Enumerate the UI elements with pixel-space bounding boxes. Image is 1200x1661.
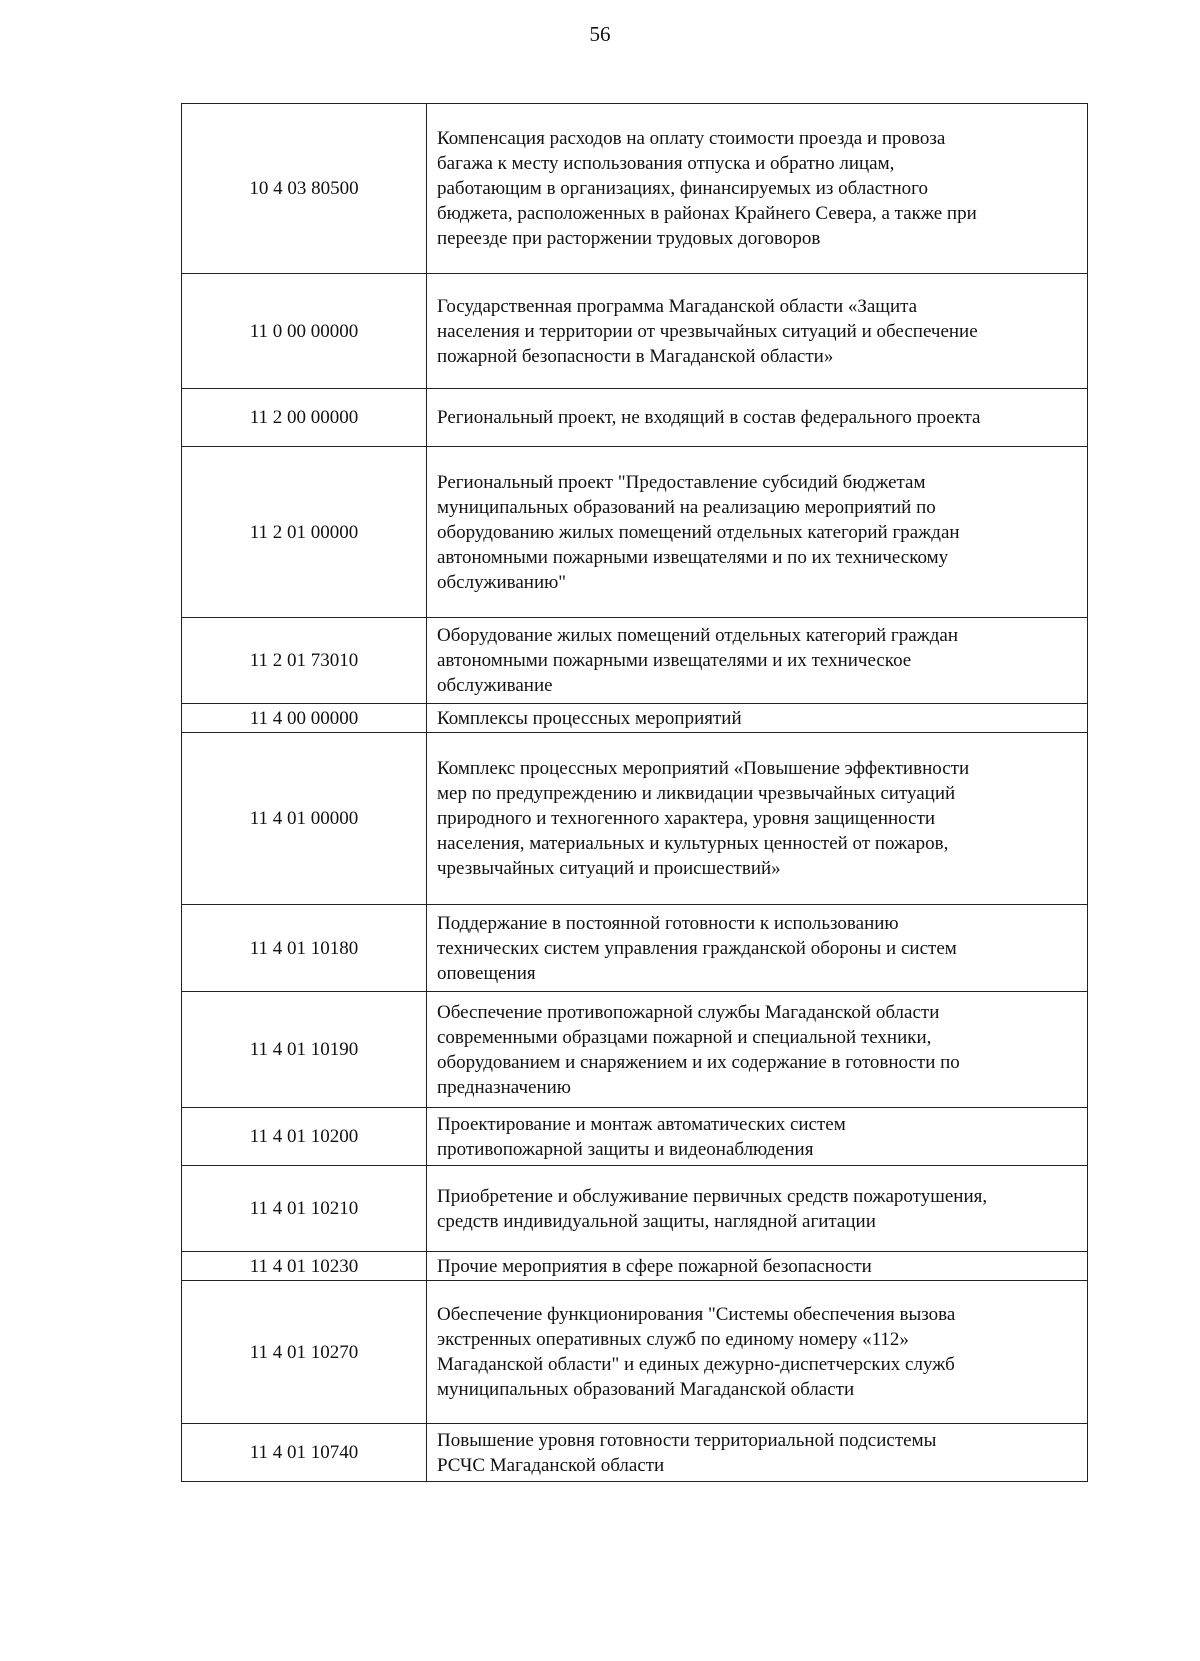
table-row xyxy=(182,1252,1088,1281)
description-line: Обеспечение противопожарной службы Магаданской области xyxy=(437,1001,940,1023)
budget-code-cell: 11 4 01 10210 xyxy=(182,1166,427,1252)
budget-classification-table xyxy=(181,103,1088,1482)
description-cell xyxy=(427,618,1088,704)
description-line: бюджета, расположенных в районах Крайнего Севера, а также при xyxy=(437,203,977,224)
description-line: чрезвычайных ситуаций и происшествий» xyxy=(437,858,781,879)
description-line: населения, материальных и культурных ценностей от пожаров, xyxy=(437,833,949,854)
budget-code-cell: 11 2 01 73010 xyxy=(182,618,427,704)
description-line: переезде при расторжении трудовых договоров xyxy=(437,228,821,249)
table-row xyxy=(182,905,1088,992)
description-line: работающим в организациях, финансируемых из областного xyxy=(437,178,928,199)
description-line: Прочие мероприятия в сфере пожарной безопасности xyxy=(437,1255,872,1277)
description-line: РСЧС Магаданской области xyxy=(437,1454,665,1476)
description-cell xyxy=(427,104,1088,274)
budget-code-cell: 11 0 00 00000 xyxy=(182,274,427,389)
table-row xyxy=(182,992,1088,1108)
description-line: средств индивидуальной защиты, наглядной агитации xyxy=(437,1210,876,1232)
description-cell xyxy=(427,992,1088,1108)
table-row xyxy=(182,618,1088,704)
description-line: Комплексы процессных мероприятий xyxy=(437,707,742,729)
table-body xyxy=(182,104,1088,1482)
description-cell xyxy=(427,1166,1088,1252)
description-line: муниципальных образований Магаданской области xyxy=(437,1379,855,1400)
description-cell xyxy=(427,704,1088,733)
description-cell xyxy=(427,1281,1088,1424)
description-line: Проектирование и монтаж автоматических систем xyxy=(437,1113,846,1135)
description-line: оборудованию жилых помещений отдельных категорий граждан xyxy=(437,521,960,543)
description-line: оборудованием и снаряжением и их содержание в готовности по xyxy=(437,1051,960,1073)
budget-code-cell: 11 4 01 10200 xyxy=(182,1108,427,1166)
description-cell xyxy=(427,905,1088,992)
budget-code-cell: 11 4 01 10190 xyxy=(182,992,427,1108)
table-row xyxy=(182,447,1088,618)
description-line: пожарной безопасности в Магаданской области» xyxy=(437,345,834,367)
description-line: обслуживание xyxy=(437,675,553,696)
description-line: оповещения xyxy=(437,962,536,984)
description-cell xyxy=(427,447,1088,618)
description-cell xyxy=(427,733,1088,905)
table-row xyxy=(182,1424,1088,1482)
description-line: экстренных оперативных служб по единому номеру «112» xyxy=(437,1329,909,1350)
description-line: автономными пожарными извещателями и их техническое xyxy=(437,650,912,671)
description-line: Повышение уровня готовности территориальной подсистемы xyxy=(437,1429,937,1451)
budget-code-cell: 11 4 01 00000 xyxy=(182,733,427,905)
description-line: Оборудование жилых помещений отдельных категорий граждан xyxy=(437,625,959,646)
description-cell xyxy=(427,1108,1088,1166)
description-cell xyxy=(427,1424,1088,1482)
description-line: Региональный проект "Предоставление субсидий бюджетам xyxy=(437,471,926,493)
budget-code-cell: 11 4 01 10230 xyxy=(182,1252,427,1281)
description-cell xyxy=(427,274,1088,389)
page-number: 56 xyxy=(589,22,611,46)
description-line: современными образцами пожарной и специальной техники, xyxy=(437,1026,932,1048)
description-line: муниципальных образований на реализацию мероприятий по xyxy=(437,496,936,518)
description-line: обслуживанию" xyxy=(437,571,567,593)
budget-code-cell: 11 4 00 00000 xyxy=(182,704,427,733)
description-cell xyxy=(427,1252,1088,1281)
description-line: Приобретение и обслуживание первичных средств пожаротушения, xyxy=(437,1185,988,1207)
description-line: автономными пожарными извещателями и по их техническому xyxy=(437,546,949,568)
description-line: противопожарной защиты и видеонаблюдения xyxy=(437,1138,814,1160)
description-line: предназначению xyxy=(437,1076,571,1098)
description-line: багажа к месту использования отпуска и обратно лицам, xyxy=(437,153,895,174)
description-line: Поддержание в постоянной готовности к использованию xyxy=(437,912,899,934)
description-line: населения и территории от чрезвычайных ситуаций и обеспечение xyxy=(437,320,978,342)
table-row xyxy=(182,733,1088,905)
table-row xyxy=(182,1281,1088,1424)
description-line: технических систем управления гражданской обороны и систем xyxy=(437,937,957,959)
table-row xyxy=(182,389,1088,447)
table-row xyxy=(182,274,1088,389)
budget-code-cell: 11 2 00 00000 xyxy=(182,389,427,447)
description-line: Комплекс процессных мероприятий «Повышение эффективности xyxy=(437,758,970,779)
description-line: Обеспечение функционирования "Системы обеспечения вызова xyxy=(437,1304,956,1325)
description-line: Государственная программа Магаданской области «Защита xyxy=(437,295,918,317)
table-row xyxy=(182,704,1088,733)
budget-code-cell: 11 4 01 10740 xyxy=(182,1424,427,1482)
budget-code-cell: 11 4 01 10180 xyxy=(182,905,427,992)
table-row xyxy=(182,104,1088,274)
budget-code-cell: 11 2 01 00000 xyxy=(182,447,427,618)
description-line: природного и техногенного характера, уровня защищенности xyxy=(437,808,936,829)
table-row xyxy=(182,1108,1088,1166)
description-cell xyxy=(427,389,1088,447)
budget-code-cell: 11 4 01 10270 xyxy=(182,1281,427,1424)
budget-code-cell: 10 4 03 80500 xyxy=(182,104,427,274)
description-line: Региональный проект, не входящий в состав федерального проекта xyxy=(437,407,981,428)
description-line: Компенсация расходов на оплату стоимости проезда и провоза xyxy=(437,128,946,149)
description-line: мер по предупреждению и ликвидации чрезвычайных ситуаций xyxy=(437,783,956,804)
table-row xyxy=(182,1166,1088,1252)
description-line: Магаданской области" и единых дежурно-диспетчерских служб xyxy=(437,1354,955,1375)
